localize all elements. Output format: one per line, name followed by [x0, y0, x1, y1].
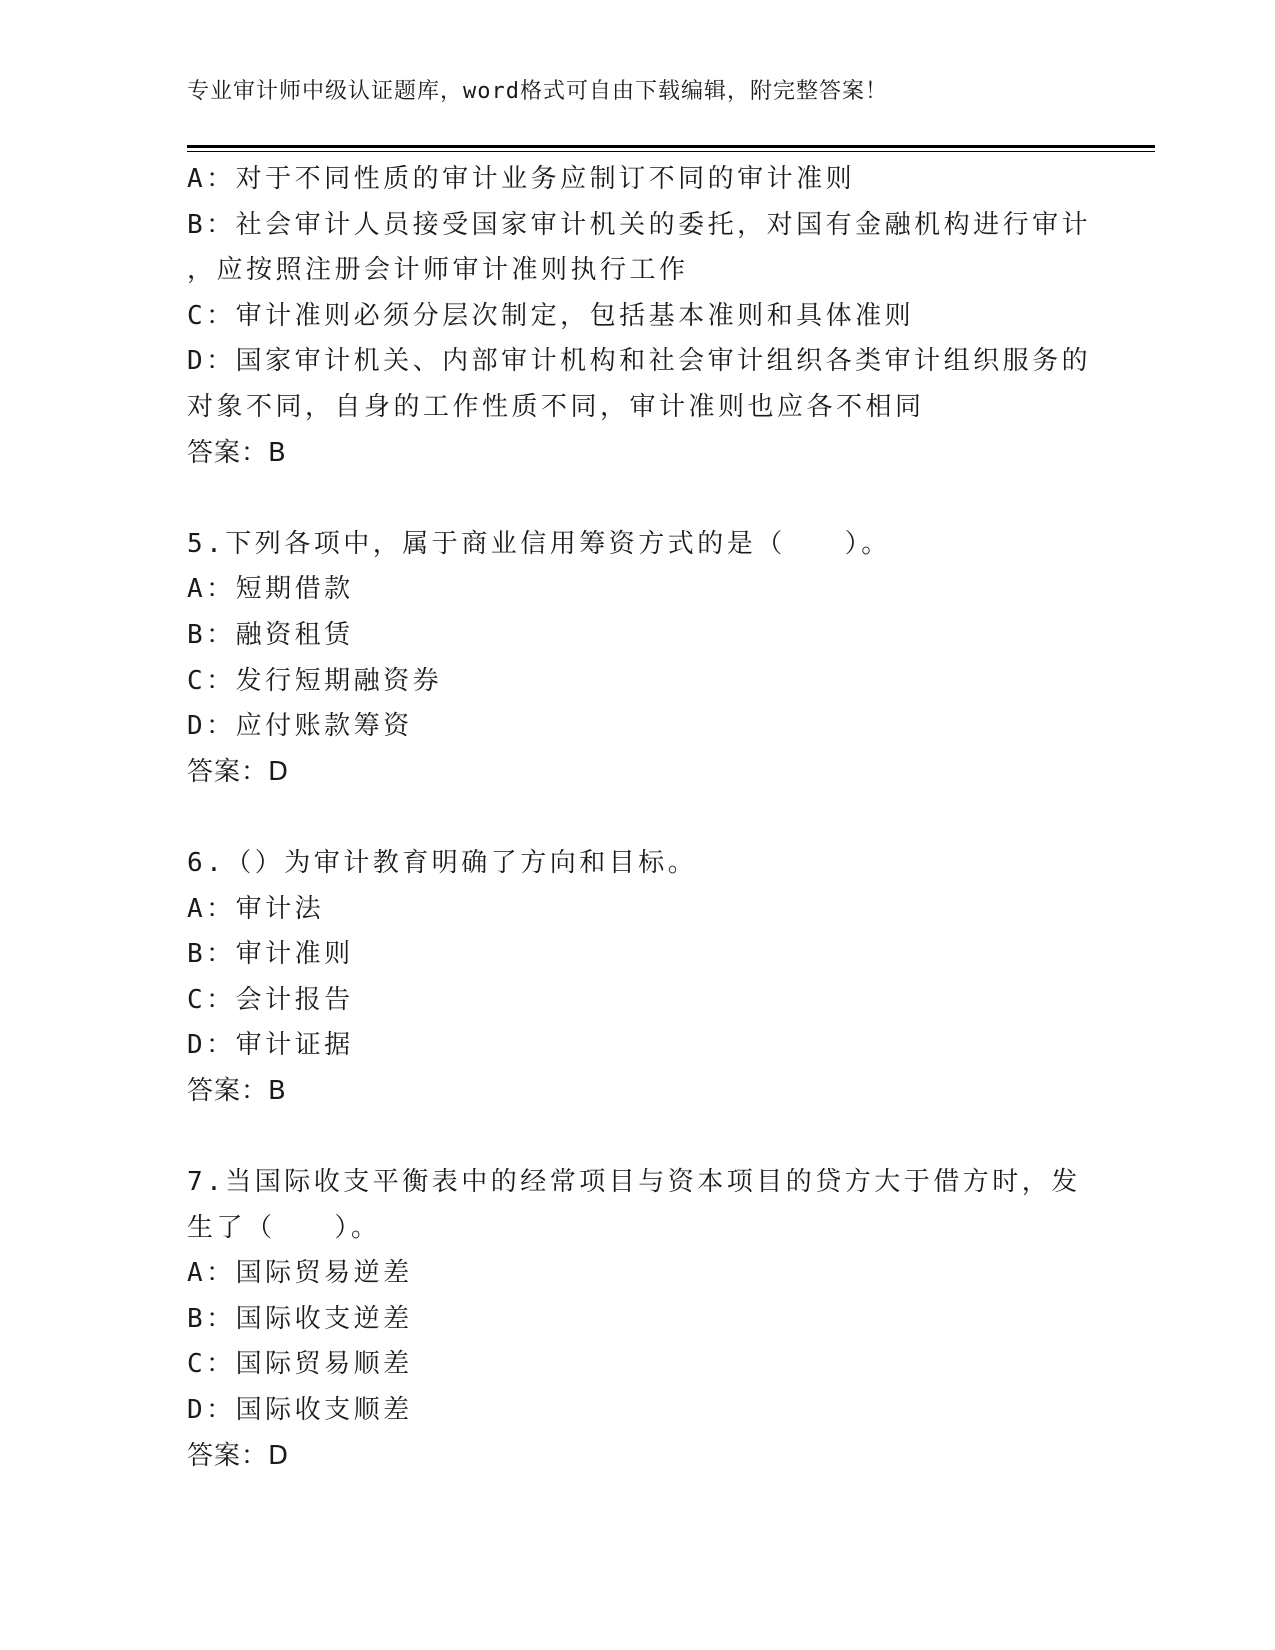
answer: 答案：D — [187, 756, 290, 787]
option-d-continued: 对象不同，自身的工作性质不同，审计准则也应各不相同 — [187, 391, 925, 422]
option-b: B：审计准则 — [187, 939, 354, 970]
page-header: 专业审计师中级认证题库，word格式可自由下载编辑，附完整答案！ — [187, 79, 888, 104]
answer: 答案：B — [187, 1075, 287, 1106]
option-d: D：审计证据 — [187, 1030, 354, 1061]
option-c: C：审计准则必须分层次制定，包括基本准则和具体准则 — [187, 300, 915, 331]
spacer — [187, 795, 1087, 841]
question-text: 6.（）为审计教育明确了方向和目标。 — [187, 847, 698, 878]
answer: 答案：D — [187, 1440, 290, 1471]
option-b-continued: ，应按照注册会计师审计准则执行工作 — [187, 255, 689, 286]
option-a: A：国际贸易逆差 — [187, 1258, 413, 1289]
question-5 — [187, 522, 1087, 796]
option-a: A：审计法 — [187, 893, 325, 924]
option-d: D：国际收支顺差 — [187, 1395, 413, 1426]
question-list — [187, 157, 1092, 1479]
option-b: B：融资租赁 — [187, 619, 354, 650]
option-d: D：国家审计机关、内部审计机构和社会审计组织各类审计组织服务的 — [187, 346, 1092, 377]
answer: 答案：B — [187, 437, 287, 468]
option-c: C：发行短期融资券 — [187, 665, 443, 696]
option-a: A：短期借款 — [187, 574, 354, 605]
spacer — [187, 476, 1087, 522]
question-text: 5.下列各项中，属于商业信用筹资方式的是（ ）。 — [187, 528, 891, 559]
option-c: C：国际贸易顺差 — [187, 1349, 413, 1380]
question-text: 7.当国际收支平衡表中的经常项目与资本项目的贷方大于借方时，发 — [187, 1167, 1081, 1198]
question-6 — [187, 841, 1087, 1115]
option-d: D：应付账款筹资 — [187, 711, 413, 742]
option-c: C：会计报告 — [187, 984, 354, 1015]
question-4 — [187, 157, 1092, 476]
option-b: B：国际收支逆差 — [187, 1303, 413, 1334]
option-b: B：社会审计人员接受国家审计机关的委托，对国有金融机构进行审计 — [187, 209, 1092, 240]
option-a: A：对于不同性质的审计业务应制订不同的审计准则 — [187, 164, 856, 194]
header-divider-thin — [187, 151, 1155, 152]
spacer — [187, 1114, 1087, 1160]
question-7 — [187, 1160, 1087, 1479]
question-text-continued: 生了（ ）。 — [187, 1212, 381, 1243]
header-divider-thick — [187, 145, 1155, 148]
